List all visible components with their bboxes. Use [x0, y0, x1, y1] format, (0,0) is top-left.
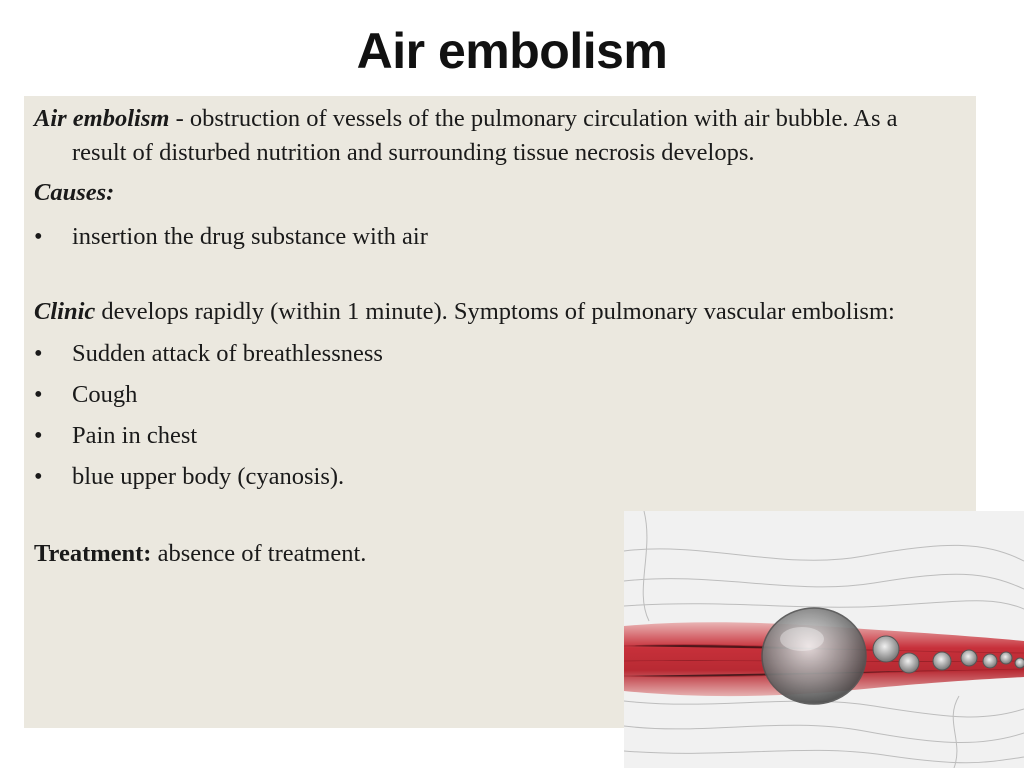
causes-item: [34, 216, 934, 257]
symptom-text: Pain in chest: [72, 422, 198, 449]
bullet-dot: •: [34, 223, 43, 250]
bullet-dot: •: [34, 422, 43, 449]
treatment-text: absence of treatment.: [151, 540, 367, 567]
symptom-text: Sudden attack of breathlessness: [72, 340, 383, 367]
vessel-bubble-image: [624, 511, 1024, 768]
symptom-text: blue upper body (cyanosis).: [72, 463, 345, 490]
slide-title: Air embolism: [356, 23, 668, 79]
definition-text: - obstruction of vessels of the pulmonary circulation with air bubble. As a result of disturbed nutrition and surrounding tissue necrosis develops.: [72, 105, 898, 166]
symptom-item: [34, 415, 934, 456]
definition-paragraph: [34, 102, 934, 170]
definition-term: Air embolism: [34, 105, 170, 132]
symptom-text: Cough: [72, 381, 138, 408]
causes-item-text: insertion the drug substance with air: [72, 223, 428, 250]
bullet-dot: •: [34, 381, 43, 408]
clinic-paragraph: [34, 295, 934, 329]
large-air-bubble: [762, 608, 866, 704]
spacer: [34, 257, 934, 295]
clinic-term: Clinic: [34, 298, 96, 325]
treatment-label: Treatment:: [34, 540, 152, 567]
symptom-item: [34, 374, 934, 415]
causes-heading: Causes:: [34, 179, 115, 206]
bullet-dot: •: [34, 340, 43, 367]
bullet-dot: •: [34, 463, 43, 490]
symptom-item: [34, 333, 934, 374]
content-body: [34, 102, 934, 571]
symptom-item: [34, 456, 934, 497]
clinic-text: develops rapidly (within 1 minute). Symptoms of pulmonary vascular embolism:: [95, 298, 895, 325]
air-embolism-illustration: [624, 511, 1024, 768]
